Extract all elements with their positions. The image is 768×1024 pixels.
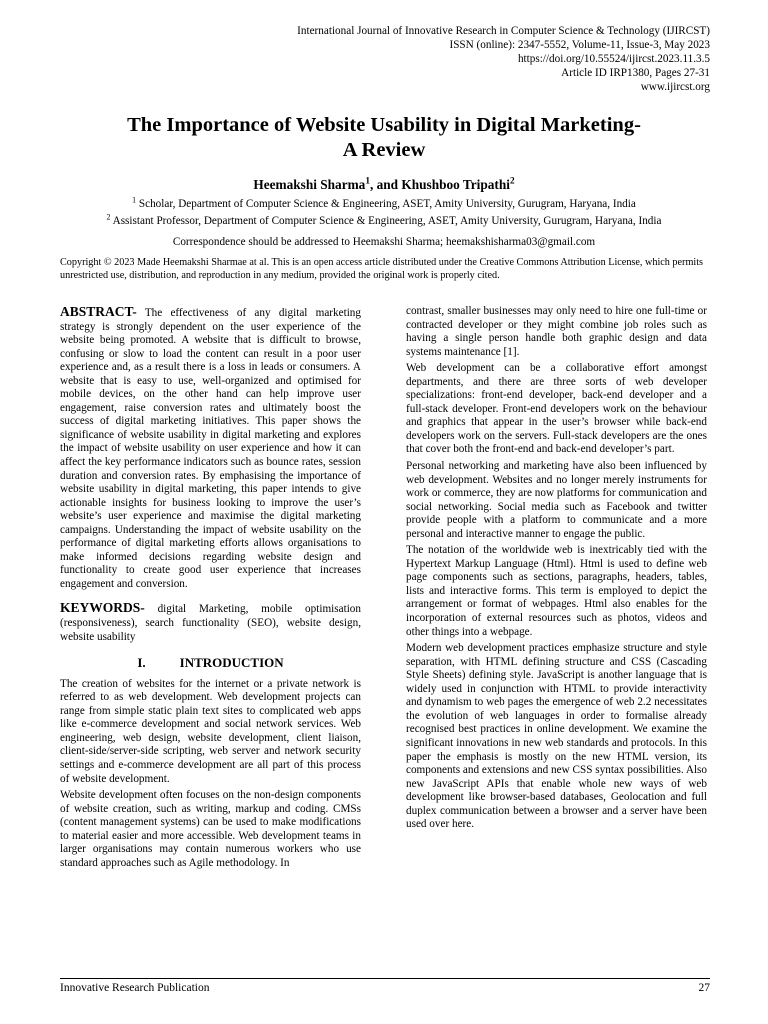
keywords xyxy=(60,601,361,644)
keywords-label: KEYWORDS- xyxy=(60,600,145,616)
affiliations xyxy=(40,196,728,230)
affiliation-1-text: Scholar, Department of Computer Science & Engineering, ASET, Amity University, Gurugram, Haryana, India xyxy=(136,198,636,210)
paragraph: Personal networking and marketing have also been influenced by web development. Websites and no longer merely instruments for work or commerce, they are now platforms for communication and social networking. Social media such as Facebook and twitter provide people with a platform to communicate and a more personal and interactive manner to engage the public. xyxy=(406,460,707,540)
paragraph: Web development can be a collaborative effort amongst departments, and there are three sorts of web developer specializations: front-end developer, back-end developer and a full-stack developer. Front-end developers work on the behaviour and graphics that appear in the user’s browser while back-end developers work on the servers. Full-stack developers are the ones that cover both the front-end and back-end developer’s part. xyxy=(406,362,707,456)
left-column xyxy=(60,305,361,873)
page-number: 27 xyxy=(698,982,710,994)
abstract xyxy=(60,305,361,591)
paragraph: Website development often focuses on the non-design components of website creation, such as writing, markup and coding. CMSs (content management systems) can be used to make modifications to material easier and more accessible. Web development teams in larger organisations may contain numerous workers who use standard approaches such as Agile methodology. In xyxy=(60,789,361,869)
copyright-notice: Copyright © 2023 Made Heemakshi Sharmae at al. This is an open access article distributed under the Creative Commons Attribution License, which permits unrestricted use, distribution, and reproduction in any medium, provided the original work is properly cited. xyxy=(60,257,703,281)
affiliation-1 xyxy=(40,196,728,213)
affiliation-2-marker: 2 xyxy=(106,212,111,222)
title-line-2: A Review xyxy=(342,139,426,161)
paper-title xyxy=(60,113,708,163)
doi-link[interactable]: https://doi.org/10.55524/ijircst.2023.11.3.5 xyxy=(517,53,710,65)
author-2-affil: 2 xyxy=(509,176,515,187)
section-heading-introduction xyxy=(60,656,361,670)
abstract-label: ABSTRACT- xyxy=(60,304,137,319)
author-2: Khushboo Tripathi xyxy=(401,177,510,192)
keywords-text: digital Marketing, mobile optimisation (responsiveness), search functionality (SEO), website design, website usability xyxy=(60,603,361,643)
section-number: I. xyxy=(137,655,146,671)
author-list xyxy=(60,177,708,193)
paragraph: The notation of the worldwide web is inextricably tied with the Hypertext Markup Language (Html). Html is used to define web page components such as sections, paragraphs, headers, tables, lists and interactive forms. This term is employed to depict the arrangement or format of webpages. Html also enables for the incorporation of external resources such as photos, videos and other things into a webpage. xyxy=(406,544,707,638)
author-separator: , and xyxy=(369,177,402,192)
paragraph: The creation of websites for the internet or a private network is referred to as web development. Web development projects can range from simple static plain text sites to complicated web apps like e-commerce development and social network services. Web engineering, web design, website development, client liaison, client-side/server-side scripting, web server and network security settings and e-commerce development are all part of this process of website development. xyxy=(60,677,361,785)
right-column xyxy=(406,305,707,835)
footer-publisher: Innovative Research Publication xyxy=(60,982,210,994)
paragraph: contrast, smaller businesses may only need to hire one full-time or contracted developer or they might combine job roles such as having a single person handle both graphic design and data systems maintenance [1]. xyxy=(406,305,707,358)
section-title: INTRODUCTION xyxy=(179,655,284,671)
title-line-1: The Importance of Website Usability in Digital Marketing- xyxy=(127,114,641,136)
journal-name: International Journal of Innovative Research in Computer Science & Technology (IJIRCST) xyxy=(297,25,710,37)
journal-site-link[interactable]: www.ijircst.org xyxy=(640,81,710,93)
article-id: Article ID IRP1380, Pages 27-31 xyxy=(561,67,710,79)
journal-header xyxy=(297,24,710,94)
affiliation-2 xyxy=(40,213,728,230)
paragraph: Modern web development practices emphasize structure and style separation, with HTML defining structure and CSS (Cascading Style Sheets) defining style. JavaScript is another language that is widely used in conjunction with HTML to provide interactivity and dynamism to web pages the emergence of web 2.2 necessitates the evolution of web languages in order to formalise already recognised best practices in online development. We examine the significant innovations in new web standards and protocols. In this paper the emphasis is mostly on the new HTML version, its components and extensions and new CSS syntax possibilities. Also new JavaScript APIs that enable whole new ways of web development like browser-based databases, Geolocation and full duplex communication between a browser and a server have been used over here. xyxy=(406,642,707,831)
author-1-affil: 1 xyxy=(365,176,370,187)
abstract-text: The effectiveness of any digital marketing strategy is strongly dependent on the user experience of the website being promoted. A website that is difficult to browse, confusing or slow to load the content can result in a poor user experience and, as a result there is a loss in leads or consumers. A website that is easy to use, well-organized and optimised for mobile devices, on the other hand can help improve user engagement, raise conversion rates and ultimately boost the success of digital marketing initiatives. This paper shows the significance of website usability in digital marketing and explores the impact of website usability on user experience and how it can affect the key performance indicators such as bounce rates, session duration and conversion rates. By emphasising the importance of website usability in digital marketing, this paper intends to give actionable insights for business looking to improve the user’s website’s user experience and maximise the digital marketing campaigns. Understanding the impact of website usability on the performance of digital marketing efforts allows organisations to make informed decisions regarding website design and functionality to create good user experience that increases engagement and conversion. xyxy=(60,307,361,590)
correspondence: Correspondence should be addressed to Heemakshi Sharma; heemakshisharma03@gmail.com xyxy=(172,236,596,248)
author-1: Heemakshi Sharma xyxy=(253,177,366,192)
affiliation-1-marker: 1 xyxy=(132,195,137,205)
footer-divider xyxy=(60,978,710,979)
affiliation-2-text: Assistant Professor, Department of Computer Science & Engineering, ASET, Amity University, Gurugram, Haryana, India xyxy=(110,215,662,227)
issn-line: ISSN (online): 2347-5552, Volume-11, Issue-3, May 2023 xyxy=(449,39,710,51)
